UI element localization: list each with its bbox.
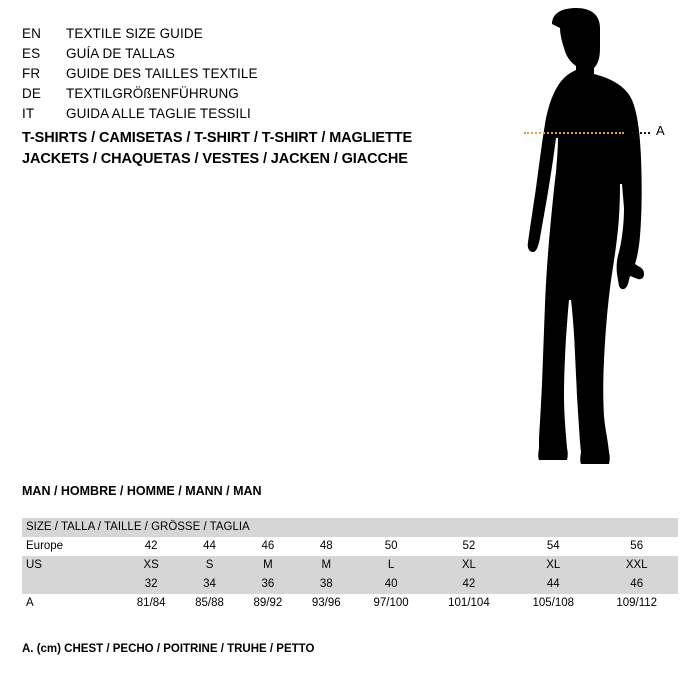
language-title: TEXTILE SIZE GUIDE	[66, 26, 203, 41]
table-cell: XL	[511, 556, 595, 575]
chest-leader-line	[632, 132, 650, 134]
male-body-figure	[480, 8, 690, 468]
table-cell: 56	[595, 537, 678, 556]
table-cell: 36	[239, 575, 297, 594]
table-cell: 42	[427, 575, 511, 594]
table-cell: XL	[427, 556, 511, 575]
table-cell: 52	[427, 537, 511, 556]
table-cell: 44	[180, 537, 238, 556]
row-label: A	[22, 594, 122, 613]
language-code: FR	[22, 66, 41, 81]
table-cell: 44	[511, 575, 595, 594]
table-cell: 48	[297, 537, 355, 556]
language-title: GUÍA DE TALLAS	[66, 46, 175, 61]
table-cell: 46	[595, 575, 678, 594]
garment-category-list	[22, 128, 492, 170]
table-cell: 32	[122, 575, 180, 594]
table-cell: 38	[297, 575, 355, 594]
table-cell: 101/104	[427, 594, 511, 613]
language-code: EN	[22, 26, 41, 41]
table-cell: 85/88	[180, 594, 238, 613]
measurement-footnote: A. (cm) CHEST / PECHO / POITRINE / TRUHE / PETTO	[22, 643, 315, 655]
chest-measure-line	[524, 132, 624, 134]
language-code: DE	[22, 86, 41, 101]
table-cell: 109/112	[595, 594, 678, 613]
language-row	[22, 24, 472, 44]
language-title: GUIDE DES TAILLES TEXTILE	[66, 66, 258, 81]
size-table	[22, 518, 678, 613]
table-cell: 81/84	[122, 594, 180, 613]
language-row	[22, 44, 472, 64]
table-cell: 46	[239, 537, 297, 556]
table-row	[22, 556, 678, 575]
table-cell: M	[239, 556, 297, 575]
language-code: ES	[22, 46, 41, 61]
table-cell: XS	[122, 556, 180, 575]
category-tshirts: T-SHIRTS / CAMISETAS / T-SHIRT / T-SHIRT / MAGLIETTE	[22, 130, 413, 146]
table-cell: S	[180, 556, 238, 575]
language-row	[22, 104, 472, 124]
table-cell: 105/108	[511, 594, 595, 613]
table-cell: 89/92	[239, 594, 297, 613]
row-label: US	[22, 556, 122, 575]
table-row	[22, 575, 678, 594]
table-header-cell: SIZE / TALLA / TAILLE / GRÖSSE / TAGLIA	[22, 518, 678, 537]
table-cell: L	[355, 556, 426, 575]
table-cell: M	[297, 556, 355, 575]
language-title: TEXTILGRÖßENFÜHRUNG	[66, 86, 239, 101]
table-cell: 50	[355, 537, 426, 556]
language-row	[22, 64, 472, 84]
group-label-man: MAN / HOMBRE / HOMME / MANN / MAN	[22, 484, 262, 498]
table-row	[22, 594, 678, 613]
table-cell: 34	[180, 575, 238, 594]
table-header-row	[22, 518, 678, 537]
table-cell: 54	[511, 537, 595, 556]
table-row	[22, 537, 678, 556]
table-cell: 42	[122, 537, 180, 556]
table-cell: 97/100	[355, 594, 426, 613]
body-silhouette-icon	[480, 8, 690, 468]
language-title-list	[22, 24, 472, 124]
row-label	[22, 575, 122, 594]
language-title: GUIDA ALLE TAGLIE TESSILI	[66, 106, 251, 121]
table-cell: XXL	[595, 556, 678, 575]
language-code: IT	[22, 106, 35, 121]
table-cell: 40	[355, 575, 426, 594]
size-table-wrapper	[22, 518, 678, 613]
language-row	[22, 84, 472, 104]
chest-measure-label: A	[656, 123, 665, 138]
row-label: Europe	[22, 537, 122, 556]
table-cell: 93/96	[297, 594, 355, 613]
category-jackets: JACKETS / CHAQUETAS / VESTES / JACKEN / GIACCHE	[22, 151, 408, 167]
